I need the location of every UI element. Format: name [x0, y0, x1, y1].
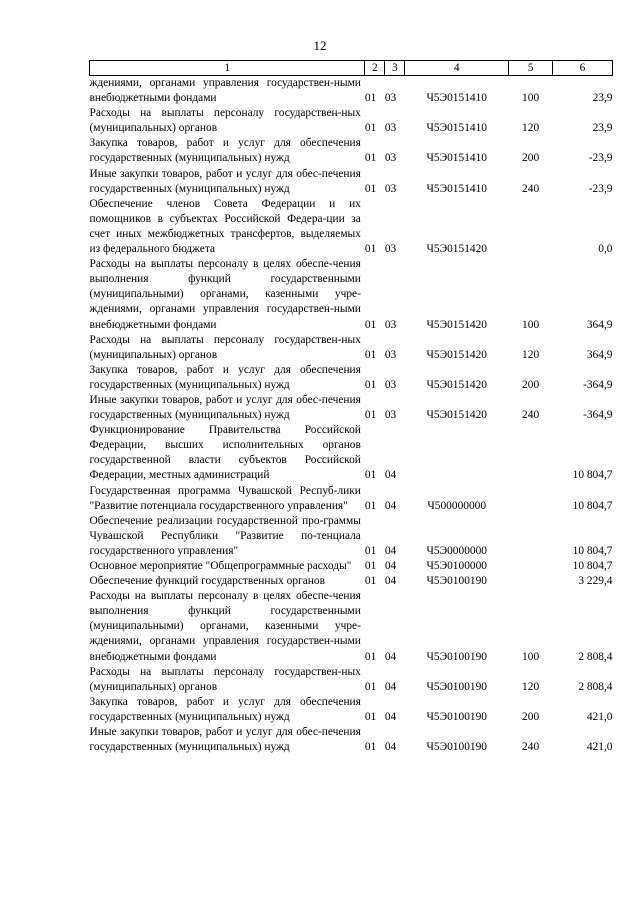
row-section: 01	[364, 680, 377, 693]
table-row	[90, 514, 613, 559]
row-subsection: 04	[384, 710, 397, 723]
row-name: Расходы на выплаты персоналу в целях обеспе-чения выполнения функций государственными (муниципальными) органами, казенными учре-ждениями, органами управления государствен-ными внебюджетными фондами	[89, 258, 361, 331]
row-amount: 0,0	[598, 243, 613, 256]
row-section: 01	[364, 650, 377, 663]
row-name: Иные закупки товаров, работ и услуг для обес-печения государственных (муниципальных) нужд	[89, 167, 361, 195]
table-row	[90, 665, 613, 695]
row-target-article: Ч5Э0151410	[426, 122, 487, 135]
row-target-article: Ч500000000	[427, 499, 487, 512]
row-expense-type	[509, 484, 553, 514]
row-subsection: 03	[384, 243, 397, 256]
row-amount: 23,9	[592, 122, 613, 135]
row-target-article: Ч5Э0151420	[426, 243, 487, 256]
row-target-article: Ч5Э0151420	[426, 409, 487, 422]
row-subsection: 03	[384, 92, 397, 105]
row-section: 01	[364, 469, 377, 482]
row-amount: -23,9	[588, 182, 613, 195]
row-section: 01	[364, 348, 377, 361]
row-target-article: Ч5Э0100190	[426, 710, 487, 723]
row-section: 01	[364, 122, 377, 135]
row-name: Закупка товаров, работ и услуг для обеспечения государственных (муниципальных) нужд	[89, 363, 361, 391]
row-section: 01	[364, 560, 377, 572]
row-amount: 364,9	[586, 318, 613, 331]
row-target-article: Ч5Э0151420	[426, 378, 487, 391]
row-section: 01	[364, 499, 377, 512]
row-expense-type: 100	[522, 318, 540, 331]
row-target-article: Ч5Э0100190	[426, 575, 487, 588]
row-amount: 2 808,4	[578, 650, 613, 663]
row-subsection: 03	[384, 348, 397, 361]
row-section: 01	[364, 710, 377, 723]
row-section: 01	[364, 243, 377, 256]
row-target-article: Ч5Э0100190	[426, 741, 487, 754]
row-amount: -23,9	[588, 152, 613, 165]
row-expense-type: 200	[522, 152, 540, 165]
table-row	[90, 136, 613, 166]
row-subsection: 04	[384, 575, 397, 588]
row-section: 01	[364, 575, 377, 588]
row-expense-type	[509, 574, 553, 589]
row-amount: -364,9	[583, 409, 613, 422]
row-name: Функционирование Правительства Российской Федерации, высших исполнительных органов государственной власти субъектов Российской Федерации, местных администраций	[89, 424, 361, 482]
table-row	[90, 167, 613, 197]
row-amount: 10 804,7	[572, 560, 613, 572]
row-name: Закупка товаров, работ и услуг для обеспечения государственных (муниципальных) нужд	[89, 695, 361, 723]
table-row	[90, 333, 613, 363]
row-amount: 23,9	[592, 92, 613, 105]
row-section: 01	[364, 182, 377, 195]
row-expense-type	[509, 197, 553, 257]
row-subsection: 03	[384, 378, 397, 391]
row-name: Расходы на выплаты персоналу государствен-ных (муниципальных) органов	[89, 665, 361, 693]
table-row	[90, 393, 613, 423]
row-expense-type: 100	[522, 650, 540, 663]
row-section: 01	[364, 318, 377, 331]
row-amount: 364,9	[586, 348, 613, 361]
row-target-article: Ч5Э0151420	[426, 348, 487, 361]
row-amount: 421,0	[586, 710, 613, 723]
row-name: Основное мероприятие "Общепрограммные расходы"	[89, 560, 352, 572]
row-subsection: 03	[384, 409, 397, 422]
row-target-article	[405, 423, 509, 483]
row-name: Иные закупки товаров, работ и услуг для обес-печения государственных (муниципальных) нужд	[89, 726, 361, 754]
table-row	[90, 695, 613, 725]
row-subsection: 04	[384, 650, 397, 663]
row-name: Государственная программа Чувашской Респуб-лики "Развитие потенциала государственного управления"	[89, 484, 361, 512]
row-section: 01	[364, 409, 377, 422]
row-amount: 10 804,7	[572, 499, 613, 512]
table-row	[90, 423, 613, 483]
row-target-article: Ч5Э0151410	[426, 92, 487, 105]
table-row	[90, 76, 613, 107]
table-row	[90, 484, 613, 514]
row-target-article: Ч5Э0151420	[426, 318, 487, 331]
row-target-article: Ч5Э0151410	[426, 182, 487, 195]
row-name: Иные закупки товаров, работ и услуг для обес-печения государственных (муниципальных) нужд	[89, 393, 361, 422]
row-subsection: 03	[384, 182, 397, 195]
table-row	[90, 574, 613, 589]
row-section: 01	[364, 378, 377, 391]
row-target-article: Ч5Э0100190	[426, 680, 487, 693]
row-expense-type: 120	[522, 122, 540, 135]
row-subsection: 04	[384, 544, 397, 557]
row-expense-type: 200	[522, 710, 540, 723]
row-subsection: 04	[384, 741, 397, 754]
row-expense-type: 200	[522, 378, 540, 391]
row-name: Обеспечение членов Совета Федерации и их помощников в субъектах Российской Федера-ции за счет иных межбюджетных трансфертов, выделяемых из федерального бюджета	[89, 197, 361, 256]
row-expense-type: 240	[522, 409, 540, 422]
row-amount: 10 804,7	[572, 469, 613, 482]
header-col-1: 1	[90, 61, 365, 76]
row-expense-type: 100	[522, 92, 540, 105]
row-subsection: 04	[384, 680, 397, 693]
row-subsection: 03	[384, 318, 397, 331]
row-name: ждениями, органами управления государствен-ными внебюджетными фондами	[89, 77, 361, 105]
header-col-3: 3	[385, 61, 405, 76]
row-subsection: 04	[384, 560, 397, 572]
row-amount: -364,9	[583, 378, 613, 391]
page-number: 12	[313, 38, 327, 53]
row-expense-type	[509, 423, 553, 483]
row-subsection: 03	[384, 152, 397, 165]
table-row	[90, 197, 613, 257]
row-expense-type: 120	[522, 348, 540, 361]
row-target-article: Ч5Э0100190	[426, 650, 487, 663]
header-col-6: 6	[553, 61, 613, 76]
row-expense-type: 240	[522, 182, 540, 195]
table-header	[90, 61, 613, 76]
table-row	[90, 589, 613, 664]
row-subsection: 04	[384, 469, 397, 482]
table-row	[90, 106, 613, 136]
row-subsection: 04	[384, 499, 397, 512]
table-row	[90, 363, 613, 393]
row-name: Расходы на выплаты персоналу государствен-ных (муниципальных) органов	[89, 333, 361, 361]
header-col-2: 2	[365, 61, 385, 76]
table-row	[90, 559, 613, 574]
row-target-article: Ч5Э0100000	[426, 560, 487, 572]
row-expense-type	[509, 559, 553, 574]
row-name: Расходы на выплаты персоналу в целях обеспе-чения выполнения функций государственными (муниципальными) органами, казенными учре-ждениями, органами управления государствен-ными внебюджетными фондами	[89, 590, 361, 663]
table-row	[90, 257, 613, 332]
header-row	[90, 61, 613, 76]
row-section: 01	[364, 741, 377, 754]
row-expense-type: 120	[522, 680, 540, 693]
row-section: 01	[364, 152, 377, 165]
row-target-article: Ч5Э0000000	[426, 544, 487, 557]
row-target-article: Ч5Э0151410	[426, 152, 487, 165]
row-amount: 421,0	[586, 741, 613, 754]
row-subsection: 03	[384, 122, 397, 135]
row-amount: 2 808,4	[578, 680, 613, 693]
budget-table	[89, 60, 613, 755]
row-name: Расходы на выплаты персоналу государствен-ных (муниципальных) органов	[89, 107, 361, 135]
row-amount: 3 229,4	[578, 575, 613, 588]
header-col-5: 5	[509, 61, 553, 76]
row-name: Закупка товаров, работ и услуг для обеспечения государственных (муниципальных) нужд	[89, 137, 361, 165]
row-section: 01	[364, 544, 377, 557]
table-row	[90, 725, 613, 755]
table-body	[90, 76, 613, 756]
row-name: Обеспечение функций государственных органов	[89, 575, 325, 588]
row-amount: 10 804,7	[572, 544, 613, 557]
row-expense-type: 240	[522, 741, 540, 754]
row-name: Обеспечение реализации государственной про-граммы Чувашской Республики "Развитие по-тенциала государственного управления"	[89, 514, 361, 557]
header-col-4: 4	[405, 61, 509, 76]
row-section: 01	[364, 92, 377, 105]
row-expense-type	[509, 514, 553, 559]
